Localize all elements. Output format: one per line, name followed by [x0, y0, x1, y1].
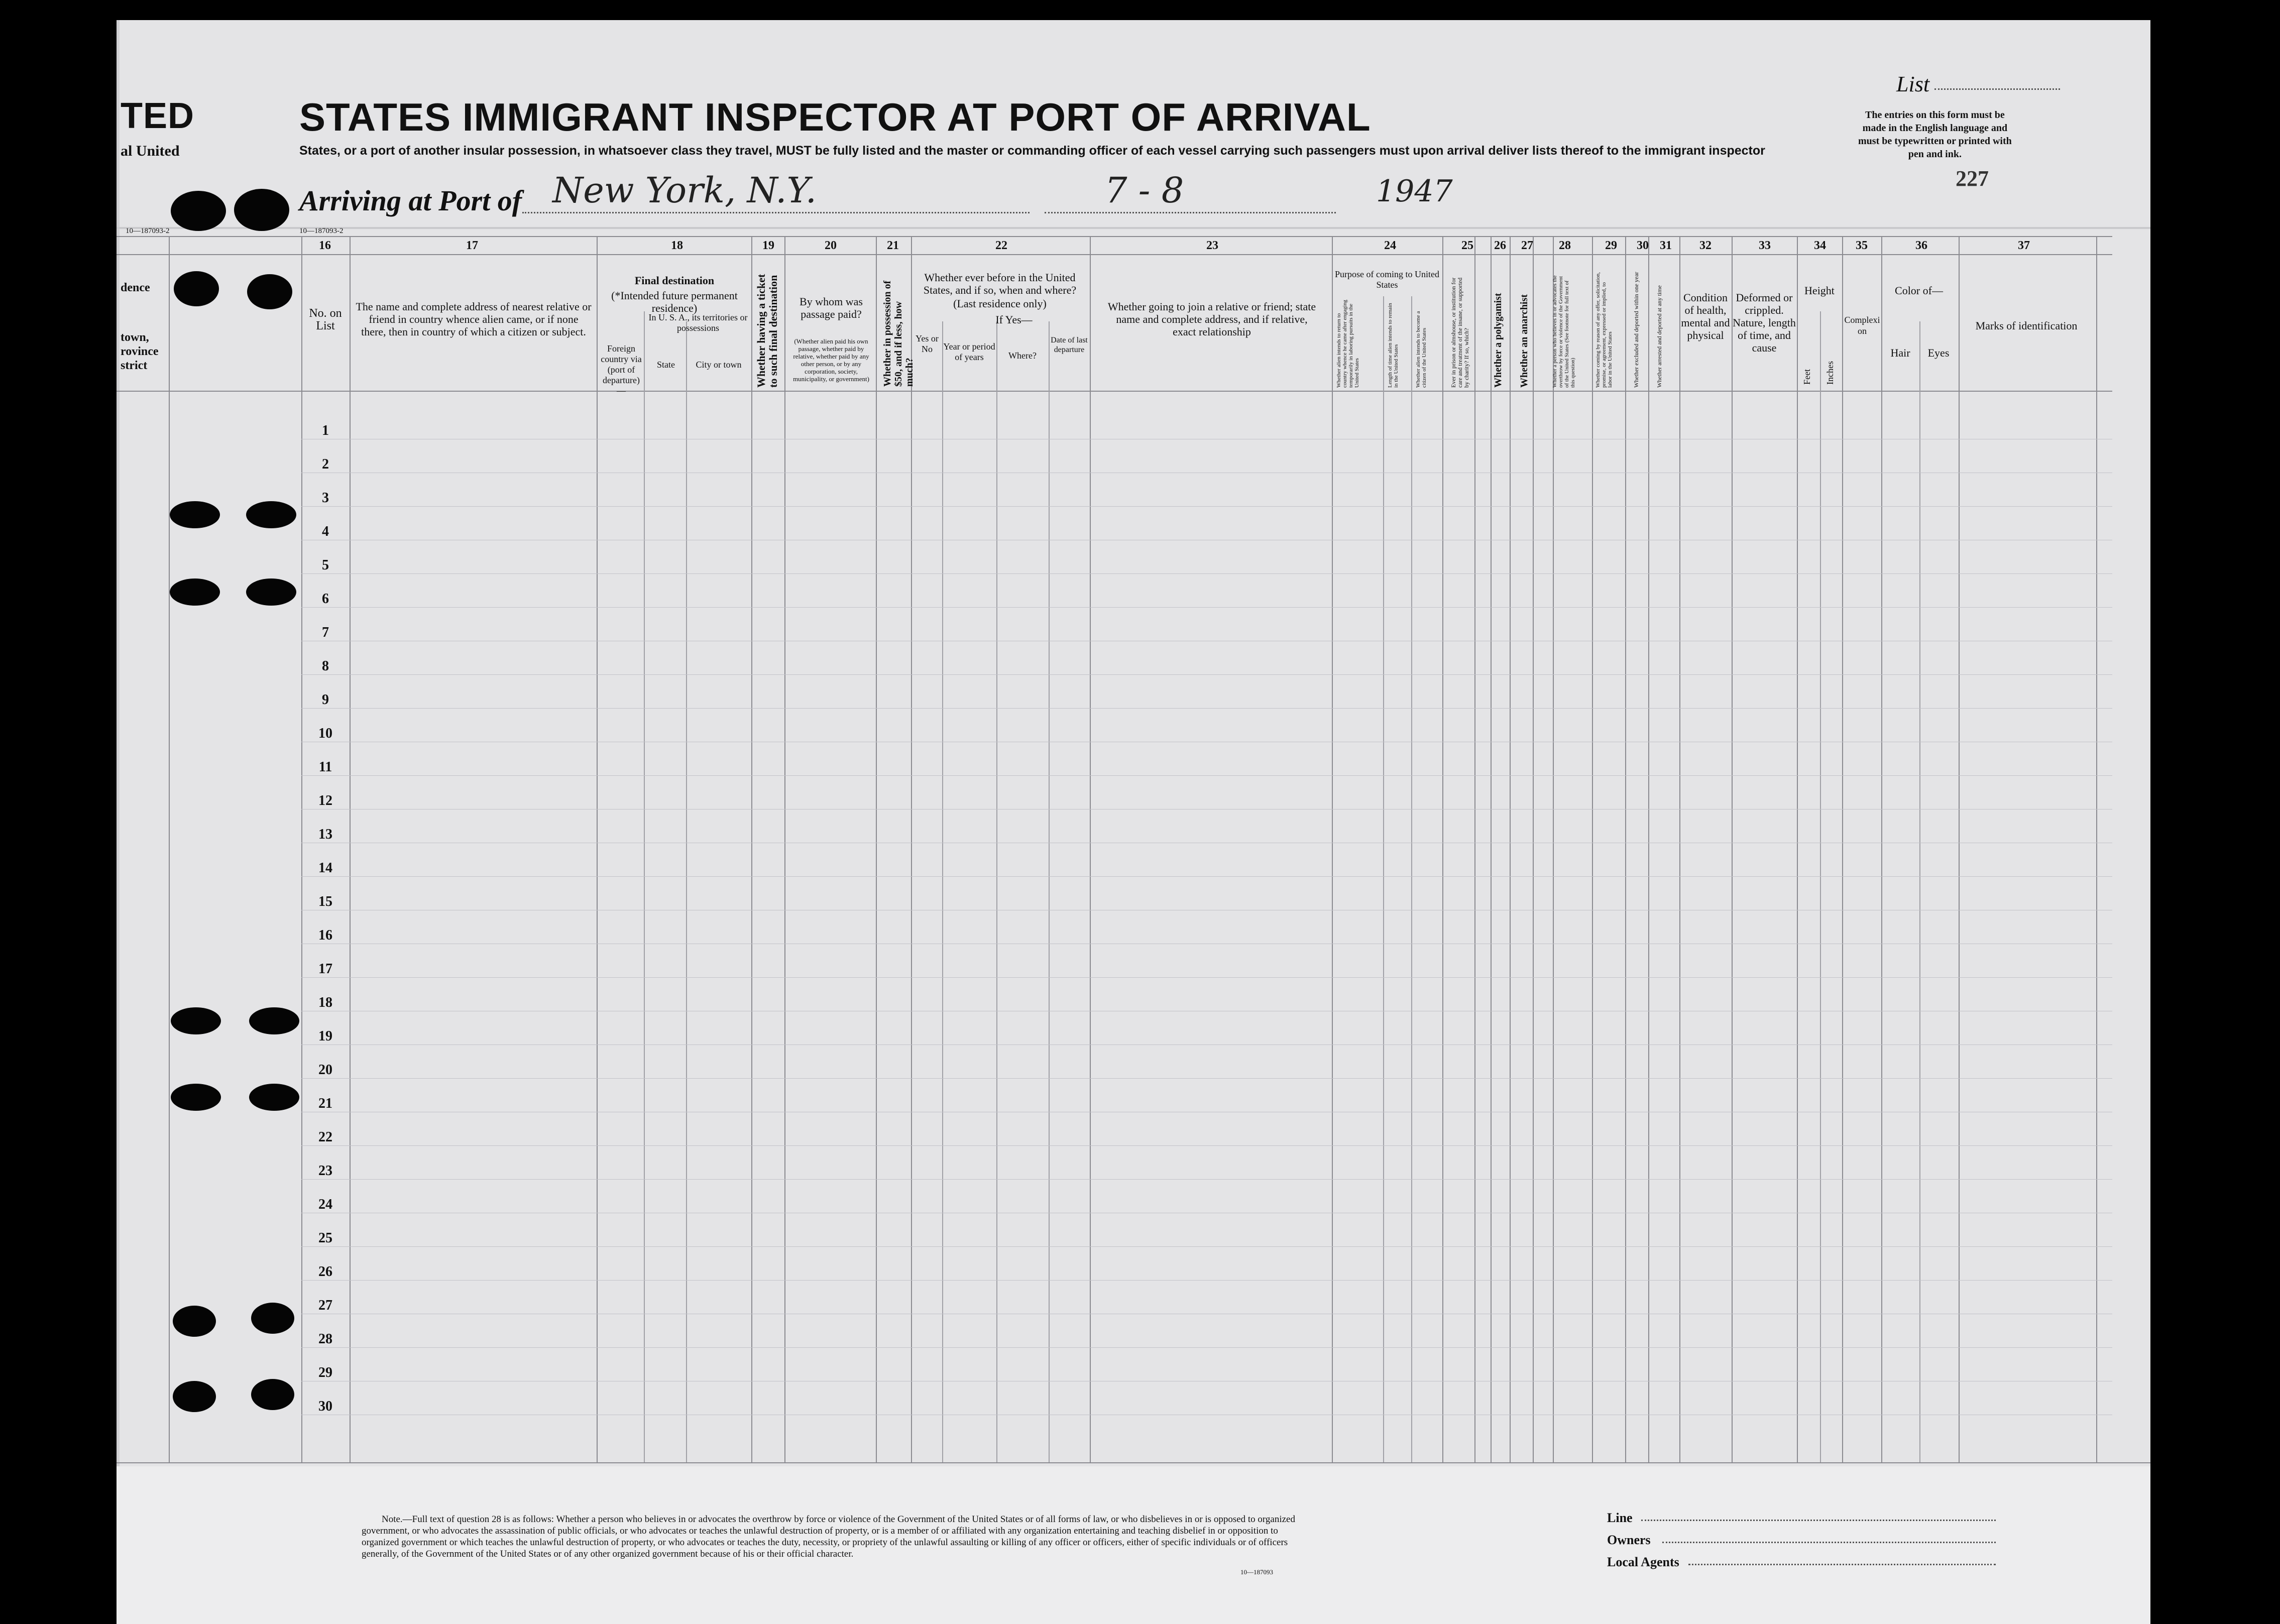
- col-num-37: 37: [2018, 239, 2030, 252]
- col-21-header: Whether in possession of $50, and if less, how much?: [882, 280, 915, 387]
- row-number: 11: [318, 759, 332, 775]
- form-title: STATES IMMIGRANT INSPECTOR AT PORT OF ARRIVAL: [299, 95, 1371, 139]
- subcolumn-separator: [1820, 311, 1821, 1462]
- punch-hole: [173, 1306, 216, 1337]
- col-23-header: Whether going to join a relative or friend; state name and complete address, and if relative, exact relationship: [1107, 300, 1316, 338]
- col-18-state: State: [657, 360, 675, 370]
- col-22-date: Date of last departure: [1051, 336, 1088, 354]
- punch-hole: [174, 271, 219, 306]
- row-number: 4: [322, 524, 329, 539]
- row-line: [301, 1078, 2112, 1079]
- instructions: The entries on this form must be made in the English language and must be typewritten or printed with pen and ink.: [1858, 109, 2012, 160]
- row-number: 28: [318, 1331, 332, 1347]
- row-number: 21: [318, 1096, 332, 1111]
- row-number: 5: [322, 557, 329, 573]
- left-label-residence: dence: [121, 281, 150, 294]
- footer-line-blank: [1641, 1519, 1996, 1521]
- col-num-18: 18: [671, 239, 683, 252]
- row-line: [301, 1347, 2112, 1348]
- punch-hole: [234, 189, 289, 231]
- subcolumn-separator: [1383, 296, 1384, 1462]
- row-number: 3: [322, 490, 329, 506]
- column-separator: [2096, 236, 2097, 1462]
- col-29-header: Whether coming by reason of any offer, solicitation, promise, or agreement, expressed or implied, to labor in the United States: [1595, 272, 1613, 388]
- row-number: 8: [322, 658, 329, 674]
- col-36-hair: Hair: [1890, 346, 1910, 359]
- date-handwritten: 7 - 8: [1105, 170, 1184, 211]
- row-line: [301, 1246, 2112, 1247]
- col-33-header: Deformed or crippled. Nature, length of time, and cause: [1733, 291, 1796, 354]
- punch-hole: [249, 1007, 299, 1034]
- column-separator: [1797, 236, 1798, 1462]
- col-18-usa: In U. S. A., its territories or possessions: [648, 312, 748, 333]
- column-separator: [1474, 236, 1475, 1462]
- col-num-24: 24: [1384, 239, 1396, 252]
- scan-edge: [117, 20, 120, 1624]
- row-line: [301, 1280, 2112, 1281]
- punch-hole: [251, 1379, 294, 1410]
- col-25-header: Ever in prison or almshouse, or institution for care and treatment of the insane, or supported by charity? If so, which?: [1450, 277, 1470, 388]
- col-22-period: Year or period of years: [943, 341, 995, 362]
- column-separator: [1553, 236, 1554, 1462]
- footer-agents-blank: [1688, 1563, 1996, 1565]
- column-separator: [1732, 236, 1733, 1462]
- row-number: 9: [322, 692, 329, 708]
- col-num-35: 35: [1856, 239, 1868, 252]
- col-24-sub-c: Whether alien intends to become a citizen of the United States: [1415, 311, 1427, 388]
- punch-hole: [246, 578, 296, 606]
- col-num-29: 29: [1605, 239, 1617, 252]
- list-number-handwritten: 227: [1956, 166, 1989, 191]
- col-num-33: 33: [1759, 239, 1771, 252]
- column-separator: [1090, 236, 1091, 1462]
- col-36-eyes: Eyes: [1927, 346, 1950, 359]
- row-line: [301, 607, 2112, 608]
- row-line: [301, 1145, 2112, 1146]
- col-num-26: 26: [1494, 239, 1506, 252]
- subcolumn-separator: [644, 311, 645, 1462]
- column-separator: [1842, 236, 1843, 1462]
- col-17-header: The name and complete address of nearest relative or friend in country whence alien came, or if none there, then in country of which a citizen or subject.: [356, 300, 592, 338]
- punch-hole: [247, 274, 292, 309]
- col-18-note: (*Intended future permanent residence): [611, 289, 738, 314]
- footer-note: Note.—Full text of question 28 is as follows: Whether a person who believes in or advocates the overthrow by force or violence of the Government of the United States or of all forms of law, or who disbelieves in or is opposed to organized government, or who advocates the assassination of public officials, or who advocates or teaches the unlawful destruction of property, or is a member of or affiliated with any organization entertaining and teaching disbelief in or opposition to organized government or which teaches the unlawful destruction of property, or who advocates or teaches the duty, necessity, or propriety of the unlawful assaulting or killing of any officer or officers, either of specific individuals or of officers generally, of the Government of the United States or of any other organized government because of his or their official character.: [362, 1514, 1295, 1559]
- row-number: 22: [318, 1129, 332, 1145]
- row-number: 30: [318, 1399, 332, 1414]
- title-fragment-left: TED: [121, 96, 194, 136]
- col-27-header: Whether an anarchist: [1519, 294, 1530, 388]
- column-separator: [751, 236, 752, 1462]
- column-separator: [876, 236, 877, 1462]
- row-number: 6: [322, 591, 329, 607]
- row-number: 25: [318, 1230, 332, 1246]
- row-number: 14: [318, 860, 332, 876]
- list-number-blank: [1934, 87, 2060, 90]
- col-35-header: Complexion: [1844, 315, 1880, 336]
- col-18-header: Final destination: [634, 274, 715, 287]
- footer-note-code: 10—187093: [1240, 1568, 1273, 1576]
- column-separator: [1625, 236, 1626, 1462]
- footer-owners-blank: [1662, 1541, 1996, 1543]
- form-subtitle: States, or a port of another insular possession, in whatsoever class they travel, MUST be fully listed and the master or commanding officer of each vessel carrying such passengers must upon arrival deliver lists thereof to the immigrant inspector: [299, 144, 1765, 158]
- column-separator: [1679, 236, 1680, 1462]
- form-code-right: 10—187093-2: [299, 227, 344, 235]
- col-19-header: Whether having a ticket to such final destination: [755, 274, 779, 388]
- list-label: List: [1896, 72, 1930, 96]
- col-18-city: City or town: [696, 360, 742, 370]
- date-line: [1045, 211, 1336, 213]
- row-line: [301, 708, 2112, 709]
- header-bottom-border: [117, 391, 2112, 392]
- port-line: [522, 211, 1030, 213]
- punch-hole: [173, 1381, 216, 1412]
- col-num-17: 17: [466, 239, 478, 252]
- punch-hole: [246, 501, 296, 528]
- form-code-left: 10—187093-2: [126, 227, 170, 235]
- column-separator: [1491, 236, 1492, 1462]
- punch-hole: [171, 191, 226, 231]
- subcolumn-separator: [1049, 321, 1050, 1462]
- subcolumn-separator: [942, 321, 943, 1462]
- col-16-header: No. on List: [309, 307, 342, 332]
- year-handwritten: 1947: [1376, 174, 1453, 209]
- table-top-border: [117, 236, 2112, 237]
- row-number: 15: [318, 894, 332, 909]
- col-num-20: 20: [825, 239, 837, 252]
- col-num-31: 31: [1660, 239, 1672, 252]
- col-num-23: 23: [1206, 239, 1218, 252]
- row-number: 18: [318, 995, 332, 1010]
- footer-owners-label: Owners: [1607, 1533, 1651, 1547]
- col-num-19: 19: [762, 239, 774, 252]
- column-separator: [1592, 236, 1593, 1462]
- subcolumn-separator: [1919, 321, 1920, 1462]
- colnum-border: [117, 254, 2112, 255]
- col-24-sub-b: Length of time alien intends to remain in the United States: [1387, 303, 1399, 388]
- col-22-ifyes: If Yes—: [995, 313, 1033, 326]
- footer-line-label: Line: [1607, 1511, 1633, 1525]
- col-num-22: 22: [995, 239, 1007, 252]
- col-28-header: Whether a person who believes in or advocates the overthrow by force or violence of the Government of the United States (See footnote for full text of this question): [1552, 275, 1576, 388]
- arriving-label: Arriving at Port of: [299, 184, 522, 217]
- col-num-34: 34: [1814, 239, 1826, 252]
- row-line: [301, 506, 2112, 507]
- row-line: [301, 573, 2112, 574]
- footer-agents-label: Local Agents: [1607, 1555, 1679, 1569]
- row-line: [301, 775, 2112, 776]
- port-handwritten: New York, N.Y.: [552, 170, 817, 211]
- col-22-where: Where?: [1008, 351, 1037, 361]
- row-number: 13: [318, 827, 332, 842]
- col-22-note: (Last residence only): [953, 297, 1047, 310]
- row-line: [301, 674, 2112, 675]
- subcolumn-separator: [686, 321, 687, 1462]
- subcolumn-separator: [996, 321, 997, 1462]
- col-20-header: By whom was passage paid?: [800, 295, 863, 320]
- col-num-28: 28: [1559, 239, 1571, 252]
- punch-hole: [171, 1007, 221, 1034]
- table-bottom-border: [117, 1462, 2150, 1463]
- col-18-foreign: Foreign country via (port of departure)—: [601, 343, 642, 396]
- col-24-header: Purpose of coming to United States: [1335, 269, 1439, 290]
- row-number: 27: [318, 1298, 332, 1313]
- column-separator: [1510, 236, 1511, 1462]
- col-num-21: 21: [887, 239, 899, 252]
- subcolumn-separator: [1411, 296, 1412, 1462]
- row-number: 23: [318, 1163, 332, 1179]
- column-separator: [1959, 236, 1960, 1462]
- row-number: 16: [318, 927, 332, 943]
- row-line: [301, 977, 2112, 978]
- column-separator: [1648, 236, 1649, 1462]
- row-number: 20: [318, 1062, 332, 1078]
- column-separator: [169, 236, 170, 1462]
- punch-hole: [171, 1084, 221, 1111]
- column-separator: [784, 236, 785, 1462]
- row-line: [301, 876, 2112, 877]
- punch-hole: [249, 1084, 299, 1111]
- col-37-header: Marks of identification: [1975, 319, 2078, 332]
- row-number: 26: [318, 1264, 332, 1280]
- col-26-header: Whether a polygamist: [1493, 293, 1504, 388]
- col-20-note: (Whether alien paid his own passage, whether paid by relative, whether paid by any other person, or by any corporation, society, municipality, or government): [793, 337, 869, 383]
- column-separator: [1332, 236, 1333, 1462]
- row-number: 17: [318, 961, 332, 977]
- column-separator: [350, 236, 351, 1462]
- row-line: [301, 1179, 2112, 1180]
- column-separator: [1442, 236, 1443, 1462]
- col-22-yesno: Yes or No: [916, 333, 939, 354]
- left-label-town: town, rovince strict: [121, 331, 159, 372]
- row-number: 1: [322, 423, 329, 438]
- column-separator: [911, 236, 912, 1462]
- row-number: 7: [322, 625, 329, 640]
- col-num-27: 27: [1521, 239, 1533, 252]
- col-34-inches: Inches: [1825, 361, 1835, 385]
- column-separator: [597, 236, 598, 1462]
- row-number: 24: [318, 1197, 332, 1212]
- col-num-25: 25: [1461, 239, 1473, 252]
- row-number: 10: [318, 726, 332, 741]
- col-31-header: Whether arrested and deported at any time: [1656, 285, 1663, 388]
- row-number: 19: [318, 1028, 332, 1044]
- punch-hole: [170, 501, 220, 528]
- col-32-header: Condition of health, mental and physical: [1681, 291, 1730, 341]
- punch-hole: [251, 1303, 294, 1334]
- col-num-36: 36: [1915, 239, 1927, 252]
- col-num-32: 32: [1699, 239, 1712, 252]
- column-separator: [1533, 236, 1534, 1462]
- column-separator: [1881, 236, 1882, 1462]
- row-number: 12: [318, 793, 332, 808]
- punch-hole: [170, 578, 220, 606]
- col-30-header: Whether excluded and deported within one year: [1633, 272, 1640, 388]
- col-36-header: Color of—: [1895, 284, 1943, 297]
- subtitle-fragment-left: al United: [121, 143, 180, 159]
- row-number: 2: [322, 456, 329, 472]
- col-num-30: 30: [1637, 239, 1649, 252]
- col-num-16: 16: [319, 239, 331, 252]
- col-24-sub-a: Whether alien intends to return to country whence he came after engaging temporarily in laboring pursuits in the United States: [1336, 300, 1360, 388]
- fold-line: [117, 227, 2150, 229]
- form-sheet: [117, 20, 2150, 1624]
- row-number: 29: [318, 1365, 332, 1380]
- col-34-feet: Feet: [1802, 369, 1812, 385]
- col-34-header: Height: [1804, 284, 1835, 297]
- col-22-header: Whether ever before in the United States, and if so, when and where?: [923, 271, 1077, 296]
